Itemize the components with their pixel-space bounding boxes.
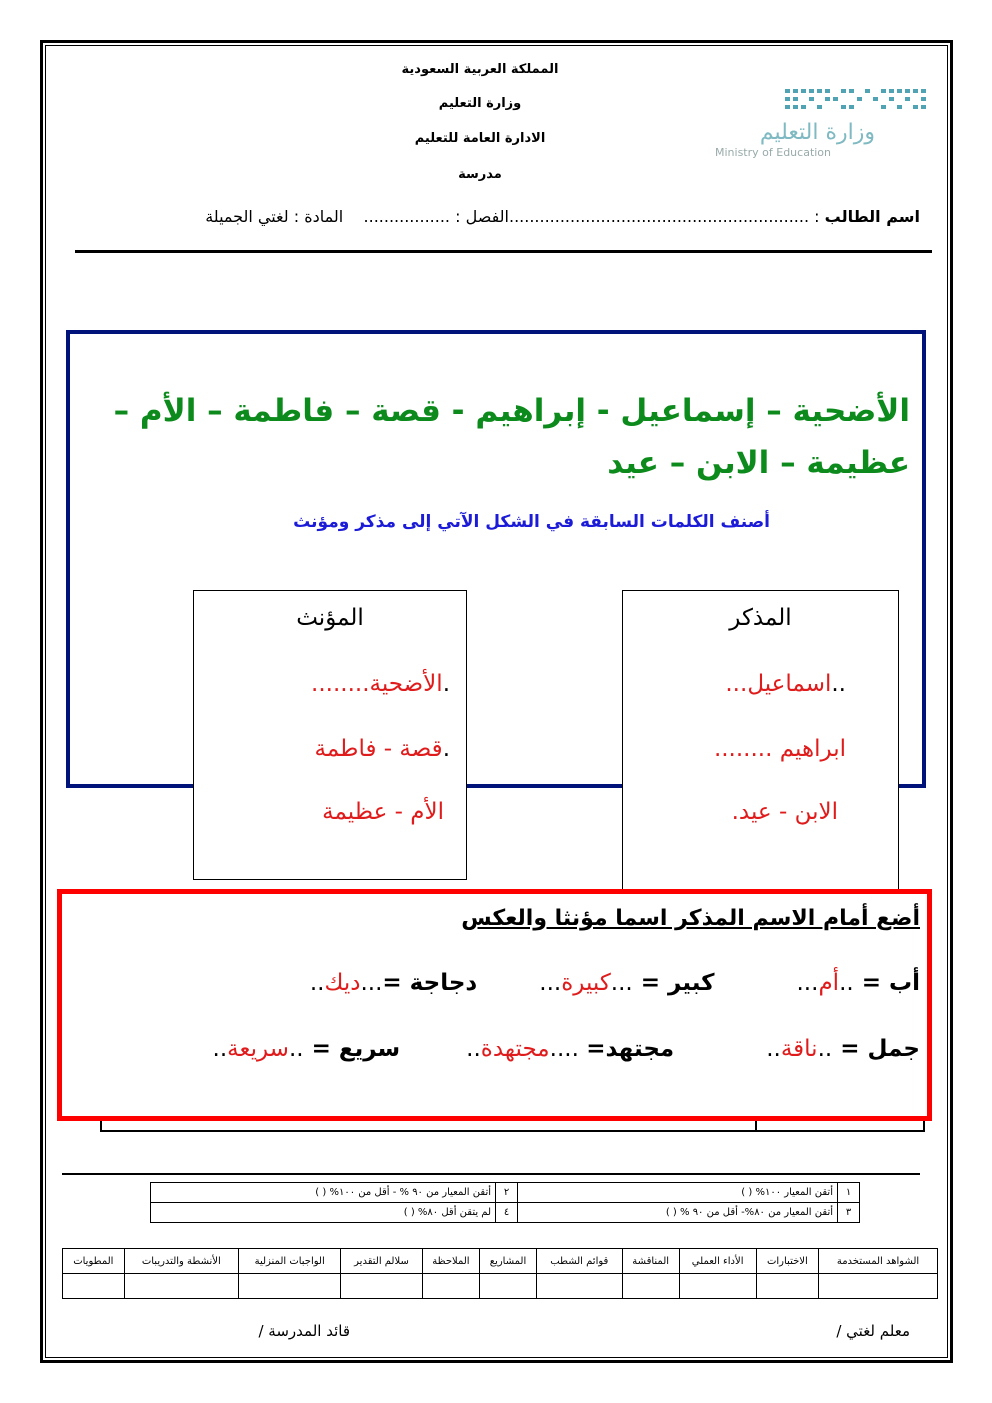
class-blank[interactable]: ................. bbox=[363, 207, 450, 226]
header-ministry: وزارة التعليم bbox=[438, 96, 522, 111]
class-label: الفصل : bbox=[455, 207, 509, 226]
student-name-label: اسم الطالب bbox=[824, 207, 920, 226]
feminine-answer-1: الأضحية bbox=[369, 671, 443, 697]
evidence-blank-row bbox=[63, 1274, 938, 1299]
exercise-item-jamal: جمل = ..ناقة.. bbox=[766, 1036, 920, 1062]
instruction-text: أصنف الكلمات السابقة في الشكل الآتي إلى مذكر ومؤنث bbox=[293, 512, 770, 532]
exercise-item-dajaja: دجاجة =...ديك.. bbox=[309, 970, 478, 996]
exercise-row-2 bbox=[80, 1036, 920, 1062]
header-kingdom: المملكة العربية السعودية bbox=[401, 62, 559, 77]
exercise-row-1 bbox=[80, 970, 920, 996]
ministry-logo bbox=[710, 82, 940, 162]
header-divider bbox=[75, 250, 932, 253]
exercise-item-sari: سريع = ..سريعة.. bbox=[212, 1036, 401, 1062]
masculine-item-1: ..اسماعيل... bbox=[725, 671, 846, 697]
feminine-box bbox=[193, 590, 467, 880]
subject-value: لغتي الجميلة bbox=[205, 207, 289, 226]
word-list-line1: الأضحية – إسماعيل - إبراهيم - قصة – فاطمة – الأم – bbox=[113, 393, 910, 429]
answer-saria: سريعة bbox=[227, 1036, 289, 1062]
exercise-title: أضع أمام الاسم المذكر اسما مؤنثا والعكس bbox=[461, 906, 920, 931]
criteria-table bbox=[150, 1182, 860, 1223]
exercise-item-ab: أب = ..أم... bbox=[796, 970, 920, 996]
criteria-row: ٣ أتقن المعيار من ٨٠%- أقل من ٩٠ % ( ) ٤ لم يتقن أقل ٨٠% ( ) bbox=[151, 1203, 860, 1223]
subject-label: المادة : bbox=[293, 207, 344, 226]
exercise-item-kabir: كبير = ...كبيرة... bbox=[539, 970, 715, 996]
header-department: الادارة العامة للتعليم bbox=[414, 131, 546, 146]
feminine-answer-3: الأم - عظيمة bbox=[322, 799, 444, 825]
footer-divider bbox=[62, 1173, 920, 1175]
feminine-item-2: .قصة - فاطمة bbox=[314, 736, 450, 762]
masculine-answer-3: الابن - عيد bbox=[738, 799, 838, 825]
exercise-item-mujtahid: مجتهد= ....مجتهدة.. bbox=[466, 1036, 675, 1062]
word-list-line2: عظيمة – الابن – عيد bbox=[607, 445, 910, 481]
student-info-line bbox=[80, 207, 920, 226]
feminine-answer-2: قصة - فاطمة bbox=[314, 736, 443, 762]
masculine-item-2: ابراهيم ........ bbox=[713, 736, 846, 762]
evidence-table bbox=[62, 1248, 938, 1299]
teacher-signature: معلم لغتي / bbox=[836, 1322, 910, 1340]
masculine-answer-1: اسماعيل bbox=[747, 671, 832, 697]
principal-signature: قائد المدرسة / bbox=[258, 1322, 350, 1340]
answer-om: أم bbox=[818, 970, 840, 996]
evidence-header-row: الشواهد المستخدمة الاختبارات الأداء العملي المناقشة قوائم الشطب المشاريع الملاحظة سلالم التقدير الواجبات المنزلية الأنشطة والتدريبات المطويات bbox=[63, 1249, 938, 1274]
masculine-box bbox=[622, 590, 899, 890]
criteria-row: ١ أتقن المعيار ١٠٠% ( ) ٢ أتقن المعيار من ٩٠ % - أقل من ١٠٠% ( ) bbox=[151, 1183, 860, 1203]
logo-dots-icon bbox=[785, 87, 935, 113]
masculine-title: المذكر bbox=[729, 605, 792, 631]
answer-naqa: ناقة bbox=[780, 1036, 818, 1062]
masculine-item-3: الابن - عيد. bbox=[731, 799, 838, 825]
header-school: مدرسة bbox=[458, 167, 502, 182]
answer-deek: ديك bbox=[324, 970, 361, 996]
answer-mujtahida: مجتهدة bbox=[480, 1036, 550, 1062]
student-name-blank[interactable]: : ........................................................... bbox=[508, 207, 820, 226]
feminine-title: المؤنث bbox=[296, 605, 364, 631]
answer-kabira: كبيرة bbox=[561, 970, 611, 996]
feminine-item-3 bbox=[172, 799, 444, 825]
logo-arabic-text: وزارة التعليم bbox=[759, 120, 875, 145]
masculine-answer-2: ابراهيم bbox=[779, 736, 846, 762]
logo-english-text: Ministry of Education bbox=[715, 146, 832, 159]
word-list bbox=[110, 385, 910, 489]
feminine-item-1: .الأضحية........ bbox=[311, 671, 450, 697]
